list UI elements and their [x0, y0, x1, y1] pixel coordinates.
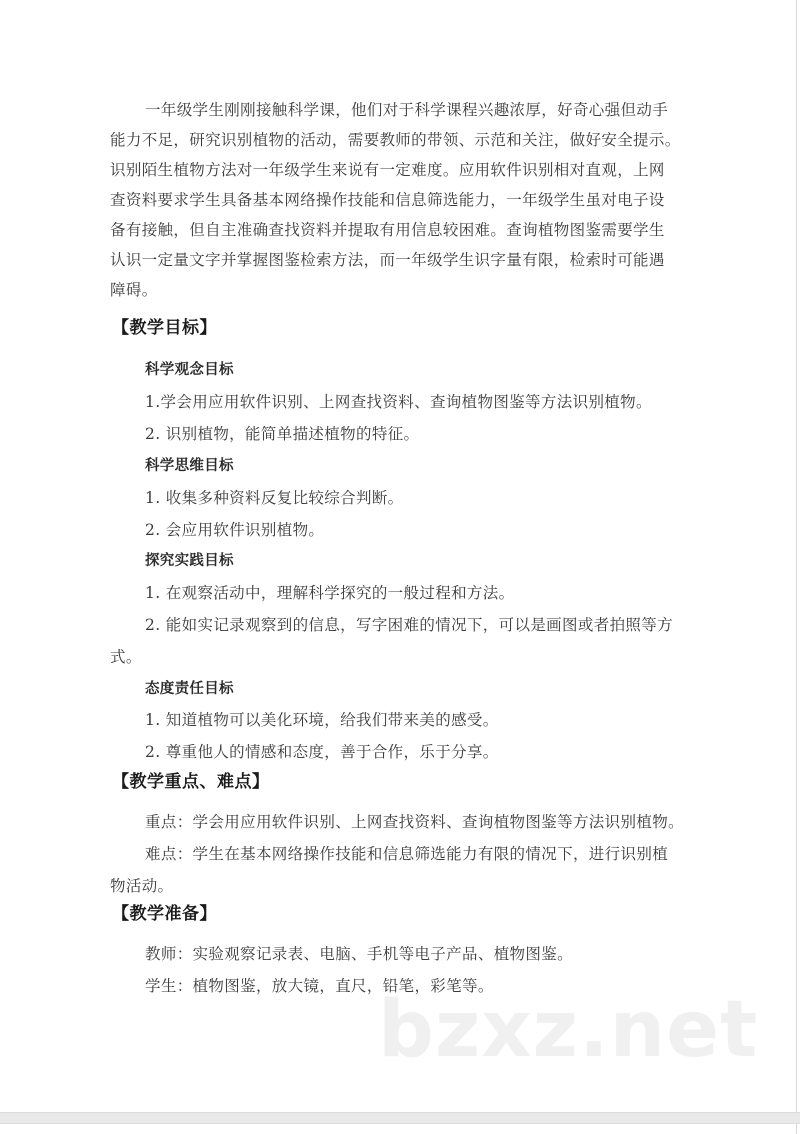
objective-item-continuation: 式。	[110, 648, 142, 666]
intro-line-6: 认识一定量文字并掌握图鉴检索方法，而一年级学生识字量有限，检索时可能遇	[110, 251, 665, 269]
intro-line-5: 备有接触，但自主准确查找资料并提取有用信息较困难。查询植物图鉴需要学生	[110, 221, 665, 239]
objective-item: 2. 能如实记录观察到的信息，写字困难的情况下，可以是画图或者拍照等方	[145, 616, 673, 634]
section-heading-key-points: 【教学重点、难点】	[112, 772, 270, 792]
objective-item: 1. 在观察活动中，理解科学探究的一般过程和方法。	[145, 584, 515, 602]
objective-item: 2. 会应用软件识别植物。	[145, 521, 325, 539]
subheading-inquiry-practice: 探究实践目标	[145, 553, 234, 569]
objective-item: 2. 识别植物，能简单描述植物的特征。	[145, 425, 420, 443]
next-page-top	[0, 1124, 797, 1134]
subheading-attitude-responsibility: 态度责任目标	[145, 681, 234, 697]
intro-line-4: 查资料要求学生具备基本网络操作技能和信息筛选能力，一年级学生虽对电子设	[110, 191, 665, 209]
intro-line-7: 障碍。	[110, 281, 158, 299]
key-point-line: 重点：学会用应用软件识别、上网查找资料、查询植物图鉴等方法识别植物。	[145, 813, 684, 831]
intro-line-3: 识别陌生植物方法对一年级学生来说有一定难度。应用软件识别相对直观，上网	[110, 161, 665, 179]
objective-item: 1. 知道植物可以美化环境，给我们带来美的感受。	[145, 711, 499, 729]
difficulty-line: 难点：学生在基本网络操作技能和信息筛选能力有限的情况下，进行识别植	[145, 845, 669, 863]
page-separator	[0, 1112, 800, 1124]
section-heading-preparation: 【教学准备】	[112, 904, 217, 924]
teacher-preparation-line: 教师：实验观察记录表、电脑、手机等电子产品、植物图鉴。	[145, 945, 573, 963]
intro-line-1: 一年级学生刚刚接触科学课，他们对于科学课程兴趣浓厚，好奇心强但动手	[145, 101, 669, 119]
difficulty-line-continuation: 物活动。	[110, 877, 174, 895]
intro-line-2: 能力不足，研究识别植物的活动，需要教师的带领、示范和关注，做好安全提示。	[110, 131, 681, 149]
objective-item: 2. 尊重他人的情感和态度，善于合作，乐于分享。	[145, 743, 499, 761]
subheading-science-thinking: 科学思维目标	[145, 458, 234, 474]
objective-item: 1.学会用应用软件识别、上网查找资料、查询植物图鉴等方法识别植物。	[145, 393, 652, 411]
watermark-text: bzxz.net	[378, 985, 759, 1075]
section-heading-objectives: 【教学目标】	[112, 318, 217, 338]
subheading-science-concept: 科学观念目标	[145, 362, 234, 378]
student-preparation-line: 学生：植物图鉴，放大镜，直尺，铅笔，彩笔等。	[145, 977, 494, 995]
objective-item: 1. 收集多种资料反复比较综合判断。	[145, 489, 404, 507]
